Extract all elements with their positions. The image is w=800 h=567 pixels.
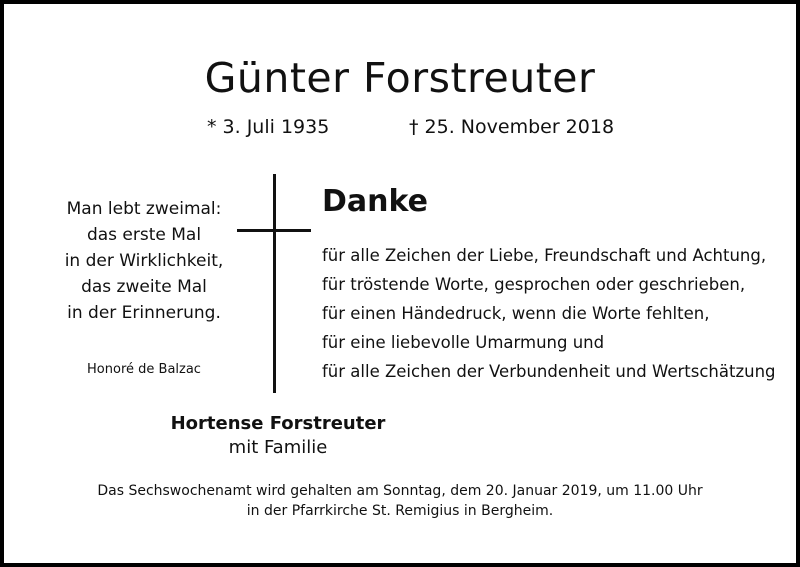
signer-name: Hortense Forstreuter xyxy=(170,413,386,434)
service-notice-line: Das Sechswochenamt wird gehalten am Sonntag, dem 20. Januar 2019, um 11.00 Uhr xyxy=(97,483,703,499)
signer-family: mit Familie xyxy=(228,437,328,458)
quote-block xyxy=(44,196,244,326)
death-date: † 25. November 2018 xyxy=(409,116,615,138)
thanks-line: für tröstende Worte, gesprochen oder geschrieben, xyxy=(322,275,746,294)
quote-line: in der Wirklichkeit, xyxy=(64,251,224,271)
thanks-list xyxy=(322,241,776,386)
cross-icon-vertical xyxy=(273,174,276,393)
thanks-line: für einen Händedruck, wenn die Worte fehlten, xyxy=(322,304,710,323)
cross-icon-horizontal xyxy=(237,229,311,232)
quote-line: das zweite Mal xyxy=(81,277,207,297)
quote-line: das erste Mal xyxy=(86,225,202,245)
birth-date: * 3. Juli 1935 xyxy=(207,116,330,138)
thanks-line: für eine liebevolle Umarmung und xyxy=(322,333,605,352)
thanks-line: für alle Zeichen der Liebe, Freundschaft und Achtung, xyxy=(322,246,767,265)
thanks-line: für alle Zeichen der Verbundenheit und Wertschätzung xyxy=(322,362,776,381)
service-notice-line: in der Pfarrkirche St. Remigius in Bergheim. xyxy=(246,503,554,519)
thanks-title: Danke xyxy=(322,184,428,219)
deceased-name: Günter Forstreuter xyxy=(204,54,596,102)
quote-author: Honoré de Balzac xyxy=(87,362,201,377)
service-notice xyxy=(4,481,796,521)
quote-line: Man lebt zweimal: xyxy=(66,199,222,219)
signature-block xyxy=(154,412,402,460)
quote-line: in der Erinnerung. xyxy=(67,303,221,323)
